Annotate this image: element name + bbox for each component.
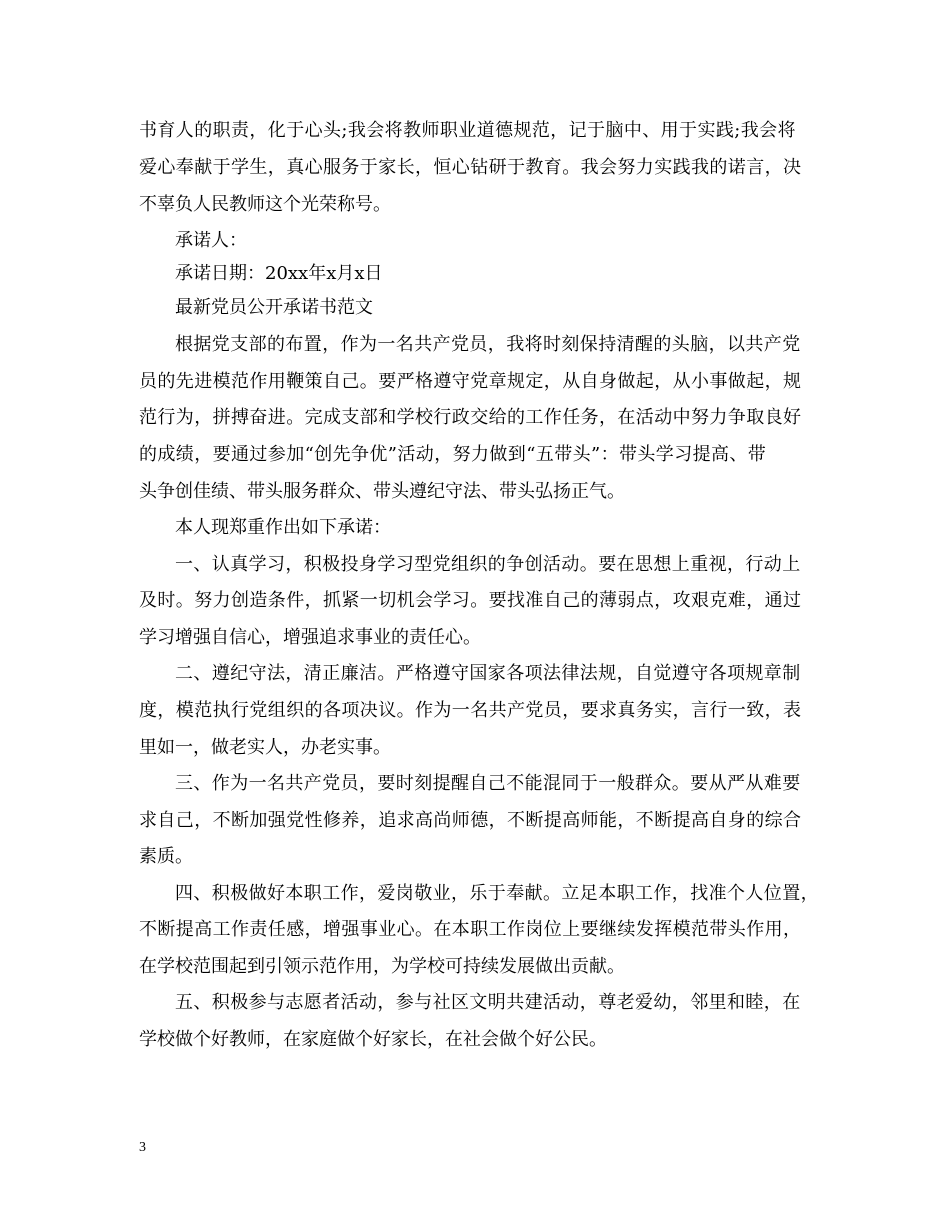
text-line: 的成绩，要通过参加“创先争优”活动，努力做到“五带头”：带头学习提高、带 [139,444,767,465]
text-line: 二、遵纪守法，清正廉洁。严格遵守国家各项法律法规，自觉遵守各项规章制 [175,663,801,684]
text-line: 学校做个好教师，在家庭做个好家长，在社会做个好公民。 [139,1029,607,1050]
text-line: 书育人的职责，化于心头;我会将教师职业道德规范，记于脑中、用于实践;我会将 [139,120,796,141]
text-line: 一、认真学习，积极投身学习型党组织的争创活动。要在思想上重视，行动上 [175,554,801,575]
text-line: 员的先进模范作用鞭策自己。要严格遵守党章规定，从自身做起，从小事做起，规 [139,371,802,392]
text-line: 承诺人： [175,230,247,251]
text-line: 素质。 [139,846,193,867]
text-line: 四、积极做好本职工作，爱岗敬业，乐于奉献。立足本职工作，找准个人位置， [175,883,819,904]
text-line: 及时。努力创造条件，抓紧一切机会学习。要找准自己的薄弱点，攻艰克难，通过 [139,590,802,611]
text-line: 五、积极参与志愿者活动，参与社区文明共建活动，尊老爱幼，邻里和睦，在 [175,992,801,1013]
text-line: 三、作为一名共产党员，要时刻提醒自己不能混同于一般群众。要从严从难要 [175,773,801,794]
text-line: 爱心奉献于学生，真心服务于家长，恒心钻研于教育。我会努力实践我的诺言，决 [139,157,802,178]
text-line: 不辜负人民教师这个光荣称号。 [139,194,391,215]
text-line: 本人现郑重作出如下承诺： [175,517,391,538]
text-line: 最新党员公开承诺书范文 [175,297,373,318]
page-number: 3 [139,1140,146,1155]
text-line: 学习增强自信心，增强追求事业的责任心。 [139,627,481,648]
text-line: 头争创佳绩、带头服务群众、带头遵纪守法、带头弘扬正气。 [139,481,625,502]
text-line: 在学校范围起到引领示范作用，为学校可持续发展做出贡献。 [139,956,625,977]
text-line: 承诺日期：20xx年x月x日 [175,263,383,284]
text-line: 不断提高工作责任感，增强事业心。在本职工作岗位上要继续发挥模范带头作用， [139,919,802,940]
text-line: 度，模范执行党组织的各项决议。作为一名共产党员，要求真务实，言行一致，表 [139,700,802,721]
text-line: 根据党支部的布置，作为一名共产党员，我将时刻保持清醒的头脑，以共产党 [175,334,801,355]
text-line: 里如一，做老实人，办老实事。 [139,737,391,758]
text-line: 求自己，不断加强党性修养，追求高尚师德，不断提高师能，不断提高自身的综合 [139,810,802,831]
text-line: 范行为，拼搏奋进。完成支部和学校行政交给的工作任务，在活动中努力争取良好 [139,407,802,428]
